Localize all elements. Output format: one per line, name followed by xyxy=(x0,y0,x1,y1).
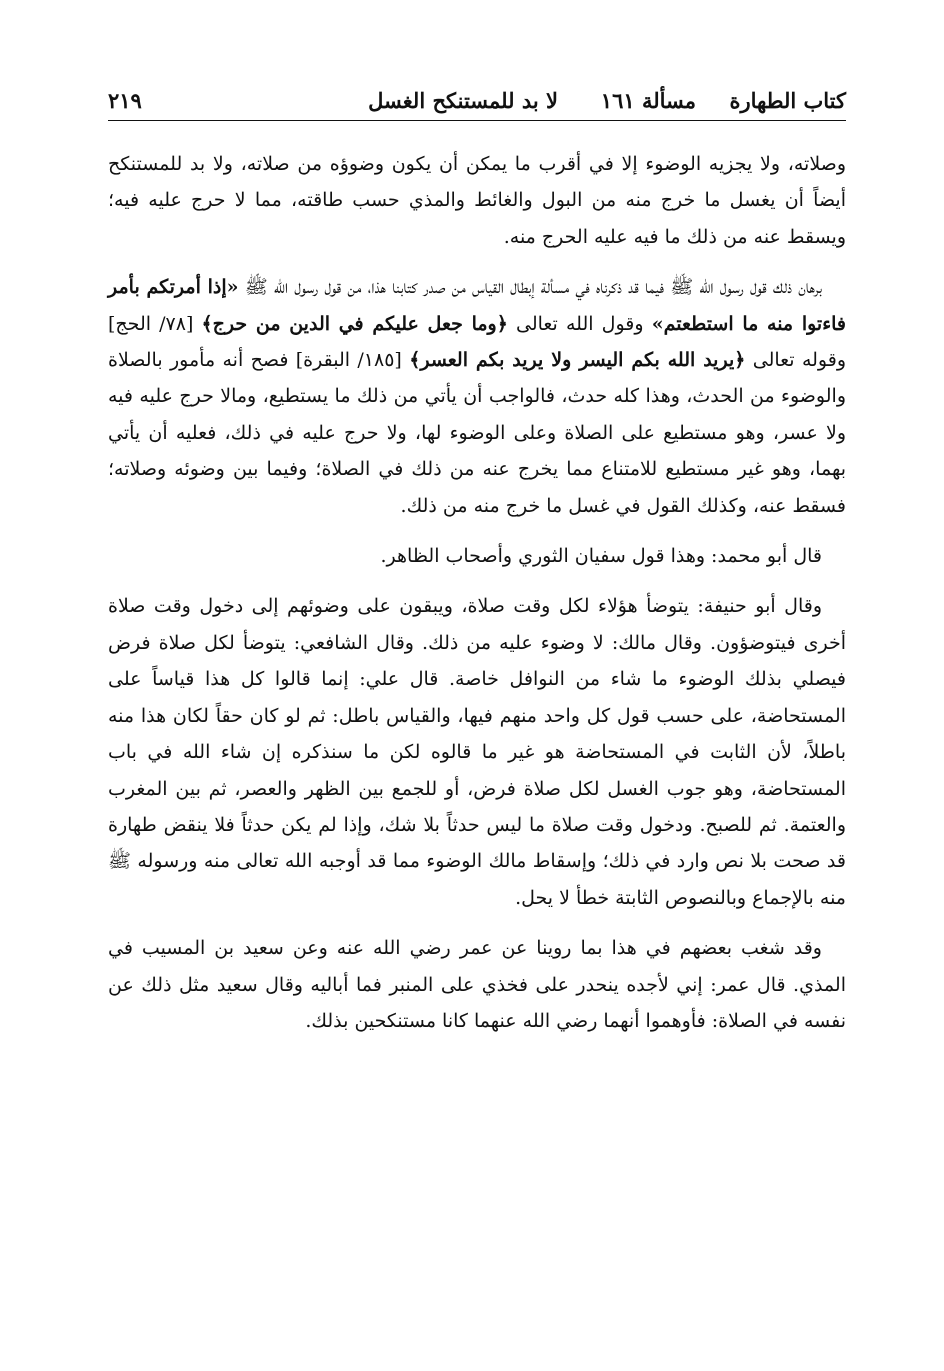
paragraph-text: [١٨٥/ البقرة] فصح أنه مأمور بالصلاة والوضوء من الحدث، وهذا كله حدث، فالواجب أن يأتي من ذلك ما يستطيع، ومالا حرج عليه فيه ولا عسر، وهو مستطيع على الصلاة وعلى الوضوء لها، ولا حرج عليه في ذلك، فعليه أن يأتي بهما، وهو غير مستطيع للامتناع مما يخرج عنه من ذلك في الصلاة؛ وفيما بين وضوئه وصلاته؛ فسقط عنه، وكذلك القول في غسل ما خرج منه من ذلك. xyxy=(108,349,846,517)
running-header xyxy=(108,80,846,121)
body-text xyxy=(108,146,846,1053)
hadith-quote: «إذا أمرتكم بأمر فاءتوا منه ما استطعتم» xyxy=(108,276,847,335)
issue-number: مسألة ١٦١ xyxy=(600,88,696,113)
paragraph-text: برهان ذلك قول رسول الله ﷺ فيما قد ذكرناه في مسألة إبطال القياس من صدر كتابنا هذا، من قول رسول الله ﷺ xyxy=(238,276,822,299)
paragraph-3 xyxy=(108,538,846,574)
paragraph-5 xyxy=(108,930,846,1039)
page-number: ٢١٩ xyxy=(108,88,142,113)
quran-verse-1: ﴿وما جعل عليكم في الدين من حرج﴾ xyxy=(201,312,508,335)
paragraph-text: قال أبو محمد: وهذا قول سفيان الثوري وأصحاب الظاهر. xyxy=(380,545,822,568)
paragraph-text: وصلاته، ولا يجزيه الوضوء إلا في أقرب ما يمكن أن يكون وضوؤه من صلاته، ولا بد للمستنكح أيضاً أن يغسل ما خرج منه من البول والغائط والمذي حسب طاقته، مما لا حرج عليه فيه؛ ويسقط عنه من ذلك ما فيه عليه الحرج منه. xyxy=(108,153,846,248)
paragraph-text: وقال أبو حنيفة: يتوضأ هؤلاء لكل وقت صلاة، ويبقون على وضوئهم إلى دخول وقت صلاة أخرى فيتوضؤون. وقال مالك: لا وضوء عليه من ذلك. وقال الشافعي: يتوضأ لكل صلاة فرض فيصلي بذلك الوضوء ما شاء من النوافل خاصة. قال علي: إنما قالوا كل هذا قياساً على المستحاضة، على حسب قول كل واحد منهم فيها، والقياس باطل: ثم لو كان حقاً لكان هذا منه باطلاً، لأن الثابت في المستحاضة هو غير ما قالوه لكن ما سنذكره إن شاء الله في باب المستحاضة، وهو جوب الغسل لكل صلاة فرض، أو للجمع بين الظهر والعصر، ثم بين المغرب والعتمة. ثم للصبح. ودخول وقت صلاة ما ليس حدثاً بلا شك، وإذا لم يكن حدثاً فلا ينقض طهارة قد صحت بلا نص وارد في ذلك؛ وإسقاط مالك الوضوء مما قد أوجبه الله تعالى منه ورسوله ﷺ منه بالإجماع وبالنصوص الثابتة خطأ لا يحل. xyxy=(108,595,846,909)
paragraph-text: وقول الله تعالى xyxy=(507,312,652,335)
book-title: كتاب الطهارة xyxy=(729,88,846,113)
paragraph-4 xyxy=(108,588,846,916)
paragraph-text: وقد شغب بعضهم في هذا بما روينا عن عمر رضي الله عنه وعن سعيد بن المسيب في المذي. قال عمر: إني لأجده ينحدر على فخذي على المنبر فما أباليه وقال سعيد مثل ذلك عن نفسه في الصلاة: فأوهموا أنهما رضي الله عنهما كانا مستنكحين بذلك. xyxy=(108,937,846,1032)
quran-verse-2: ﴿يريد الله بكم اليسر ولا يريد بكم العسر﴾ xyxy=(409,349,746,372)
issue-subject: لا بد للمستنكح الغسل xyxy=(368,88,558,113)
paragraph-text: [٧٨/ الحج] وقوله تعالى xyxy=(108,312,847,372)
paragraph-2 xyxy=(108,269,846,524)
paragraph-1 xyxy=(108,146,846,255)
